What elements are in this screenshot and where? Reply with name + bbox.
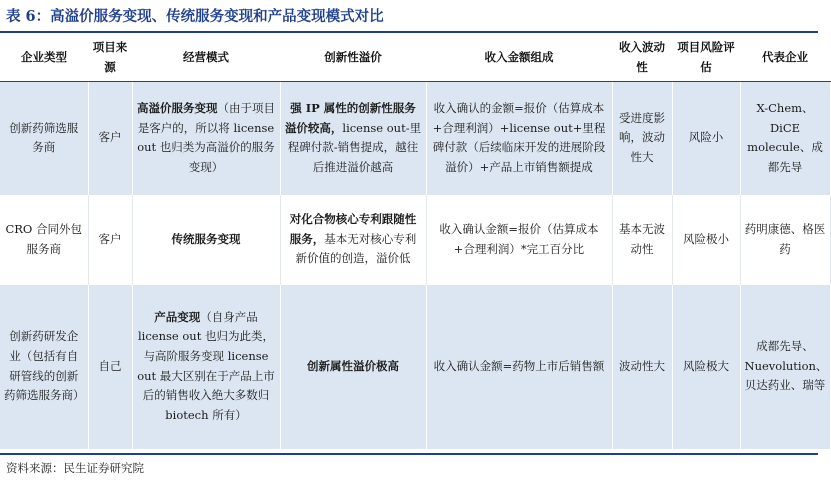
header-cell: 经营模式 [132,35,280,82]
income-volatility-cell: 基本无波动性 [612,195,672,285]
income-composition-cell: 收入确认金额=报价（估算成本+合理利润）*完工百分比 [426,195,612,285]
business-model-cell [132,285,280,449]
title-rule [0,31,818,33]
bottom-rule [0,453,818,455]
enterprise-type-cell: 创新药研发企业（包括有自研管线的创新药筛选服务商） [0,285,88,449]
header-row [0,35,830,82]
business-model-bold: 传统服务变现 [171,231,241,246]
risk-assessment-cell: 风险小 [672,82,740,195]
risk-assessment-cell: 风险极小 [672,195,740,285]
header-cell: 企业类型 [0,35,88,82]
enterprise-type-cell: 创新药筛选服务商 [0,82,88,195]
income-volatility-cell: 波动性大 [612,285,672,449]
representative-companies-cell: X-Chem、DiCE molecule、成都先导 [740,82,830,195]
income-composition-cell: 收入确认的金额=报价（估算成本+合理利润）+license out+里程碑付款（后续临床开发的进展阶段溢价）+产品上市销售额提成 [426,82,612,195]
project-source-cell: 客户 [88,195,132,285]
innovation-premium-bold: 创新属性溢价极高 [307,358,399,373]
table-row [0,82,830,195]
project-source-cell: 自己 [88,285,132,449]
business-model-text: （自身产品 license out 也归为此类，与高阶服务变现 license out 最大区别在于产品上市后的销售收入绝大多数归 biotech 所有） [137,309,275,422]
header-cell: 创新性溢价 [280,35,426,82]
income-volatility-cell: 受进度影响，波动性大 [612,82,672,195]
representative-companies-cell: 成都先导、Nuevolution、贝达药业、瑞等 [740,285,830,449]
business-model-text: （由于项目是客户的，所以将 license out 也归类为高溢价的服务变现） [137,101,275,174]
business-model-bold: 产品变现 [154,309,201,324]
innovation-premium-cell [280,195,426,285]
innovation-premium-cell [280,285,426,449]
table-row [0,195,830,285]
header-cell: 项目风险评估 [672,35,740,82]
project-source-cell: 客户 [88,82,132,195]
comparison-table [0,35,831,449]
header-cell: 收入金额组成 [426,35,612,82]
representative-companies-cell: 药明康德、格医药 [740,195,830,285]
innovation-premium-bold: 对化合物核心专利跟随性服务， [289,212,417,246]
business-model-cell [132,195,280,285]
innovation-premium-text: license out-里程碑付款-销售提成，越往后推进溢价越高 [287,120,422,174]
business-model-bold: 高溢价服务变现 [137,101,218,116]
innovation-premium-bold: 强 IP 属性的创新性服务溢价较高， [284,101,416,135]
risk-assessment-cell: 风险极大 [672,285,740,449]
innovation-premium-cell [280,82,426,195]
source-note: 资料来源：民生证券研究院 [6,461,144,475]
table-title: 表 6：高溢价服务变现、传统服务变现和产品变现模式对比 [6,8,384,25]
enterprise-type-cell: CRO 合同外包服务商 [0,195,88,285]
table-row [0,285,830,449]
innovation-premium-text: 基本无对核心专利新价值的创造，溢价低 [295,231,417,266]
income-composition-cell: 收入确认金额=药物上市后销售额 [426,285,612,449]
business-model-cell [132,82,280,195]
header-cell: 项目来源 [88,35,132,82]
header-cell: 代表企业 [740,35,830,82]
header-cell: 收入波动性 [612,35,672,82]
